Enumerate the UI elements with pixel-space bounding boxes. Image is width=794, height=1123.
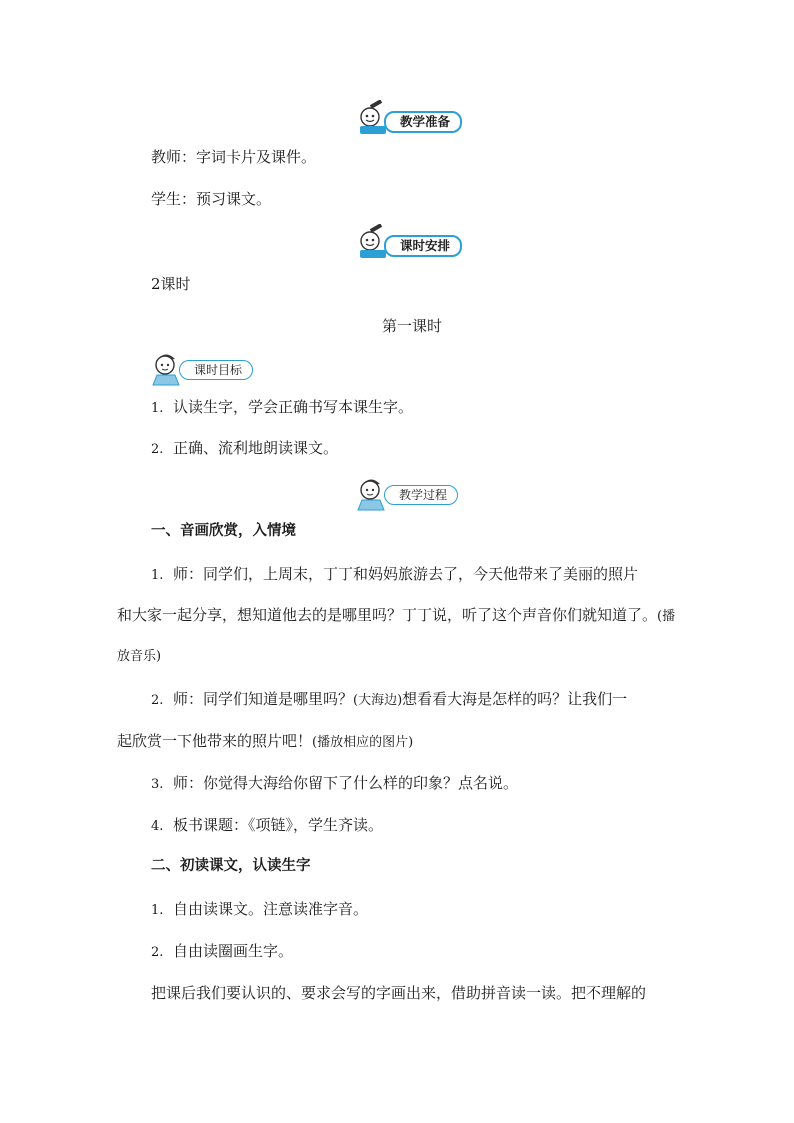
goal-item-2: 2. 正确、流利地朗读课文。	[151, 439, 339, 457]
s1-item1-line2: 和大家一起分享，想知道他去的是哪里吗？丁丁说，听了这个声音你们就知道了。(播	[117, 606, 676, 624]
header-label: 教学过程	[384, 485, 458, 505]
header-label: 教学准备	[384, 111, 462, 133]
s1-item2-line1: 2. 师：同学们知道是哪里吗？(大海边)想看看大海是怎样的吗？让我们一	[151, 690, 628, 708]
s1-item3: 3. 师：你觉得大海给你留下了什么样的印象？点名说。	[151, 774, 519, 792]
s2-item2: 2. 自由读圈画生字。	[151, 942, 294, 960]
header-goals	[151, 355, 263, 383]
header-label: 课时目标	[179, 360, 253, 380]
section-1-title: 一、音画欣赏，入情境	[151, 523, 296, 539]
goal-item-1: 1. 认读生字，学会正确书写本课生字。	[151, 398, 414, 416]
s1-item4: 4. 板书课题：《项链》，学生齐读。	[151, 816, 384, 834]
s1-item1-line1: 1. 师：同学们，上周末，丁丁和妈妈旅游去了，今天他带来了美丽的照片	[151, 565, 639, 583]
header-teaching-prep	[356, 106, 468, 134]
prep-student: 学生：预习课文。	[151, 190, 272, 208]
header-process	[356, 480, 468, 508]
prep-teacher: 教师：字词卡片及课件。	[151, 148, 317, 166]
s1-item1-line3: 放音乐)	[117, 649, 162, 664]
header-label: 课时安排	[384, 235, 462, 257]
section-2-title: 二、初读课文，认读生字	[151, 858, 311, 874]
s1-item2-line2: 起欣赏一下他带来的照片吧！(播放相应的图片)	[117, 732, 414, 750]
lesson-title: 第一课时	[382, 317, 443, 335]
s2-item1: 1. 自由读课文。注意读准字音。	[151, 900, 369, 918]
schedule-hours: 2课时	[151, 275, 191, 293]
s2-paragraph: 把课后我们要认识的、要求会写的字画出来，借助拼音读一读。把不理解的	[151, 984, 647, 1002]
header-schedule	[356, 230, 468, 258]
